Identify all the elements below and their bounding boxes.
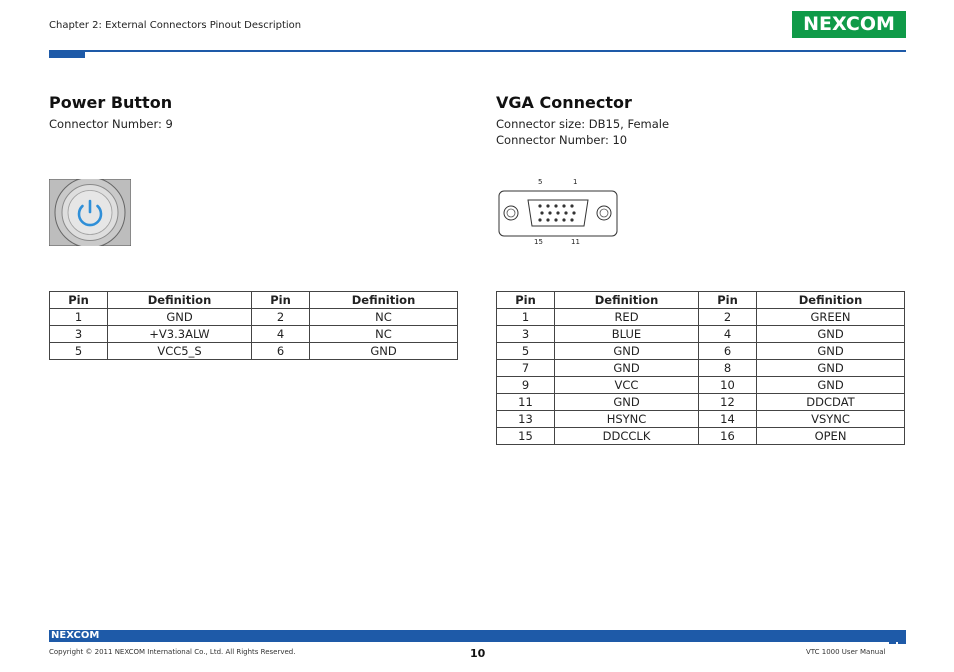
power-icon <box>49 179 131 246</box>
header-definition: Definition <box>310 292 458 309</box>
table-row <box>497 428 905 445</box>
cell: 11 <box>497 394 555 411</box>
cell: +V3.3ALW <box>108 326 252 343</box>
pin-label-5: 5 <box>538 178 543 186</box>
cell: GND <box>310 343 458 360</box>
page-number: 10 <box>470 647 486 660</box>
cell: 14 <box>699 411 757 428</box>
header-rule-accent <box>49 50 85 58</box>
table-row <box>50 326 458 343</box>
cell: OPEN <box>757 428 905 445</box>
cell: 12 <box>699 394 757 411</box>
chapter-title: Chapter 2: External Connectors Pinout Description <box>49 20 302 31</box>
cell: 1 <box>497 309 555 326</box>
cell: 3 <box>50 326 108 343</box>
table-row <box>497 377 905 394</box>
cell: 8 <box>699 360 757 377</box>
table-row <box>497 309 905 326</box>
cell: GND <box>108 309 252 326</box>
copyright-text: Copyright © 2011 NEXCOM International Co., Ltd. All Rights Reserved. <box>49 648 296 656</box>
cell: 3 <box>497 326 555 343</box>
cell: HSYNC <box>555 411 699 428</box>
cell: DDCCLK <box>555 428 699 445</box>
cell: 4 <box>699 326 757 343</box>
pin-label-1: 1 <box>573 178 578 186</box>
table-header-row <box>50 292 458 309</box>
cell: 7 <box>497 360 555 377</box>
vga-connector-diagram <box>496 174 620 248</box>
table-row <box>50 343 458 360</box>
power-connector-number: Connector Number: 9 <box>49 117 173 131</box>
header-pin: Pin <box>252 292 310 309</box>
vga-connector-size: Connector size: DB15, Female <box>496 117 670 131</box>
cell: GND <box>757 360 905 377</box>
cell: 5 <box>497 343 555 360</box>
manual-title: VTC 1000 User Manual <box>806 648 886 656</box>
footer-nexcom-logo: NEXCOM <box>51 630 100 641</box>
header-pin: Pin <box>699 292 757 309</box>
header-rule <box>49 50 906 52</box>
cell: 16 <box>699 428 757 445</box>
vga-connector-heading: VGA Connector <box>496 93 632 112</box>
table-row <box>497 343 905 360</box>
header-definition: Definition <box>108 292 252 309</box>
cell: RED <box>555 309 699 326</box>
cell: 2 <box>252 309 310 326</box>
cell: GND <box>555 360 699 377</box>
table-row <box>497 360 905 377</box>
power-pin-table <box>49 291 458 360</box>
cell: GND <box>757 343 905 360</box>
cell: NC <box>310 309 458 326</box>
header-pin: Pin <box>50 292 108 309</box>
table-row <box>497 326 905 343</box>
cell: DDCDAT <box>757 394 905 411</box>
pin-label-15: 15 <box>534 238 543 246</box>
vga-pin-table <box>496 291 905 445</box>
table-row <box>50 309 458 326</box>
header-definition: Definition <box>757 292 905 309</box>
footer-square-icon <box>898 637 906 644</box>
cell: 10 <box>699 377 757 394</box>
table-row <box>497 411 905 428</box>
cell: 13 <box>497 411 555 428</box>
power-button-image <box>49 179 131 246</box>
cell: 6 <box>252 343 310 360</box>
cell: 6 <box>699 343 757 360</box>
header-definition: Definition <box>555 292 699 309</box>
cell: VSYNC <box>757 411 905 428</box>
cell: 15 <box>497 428 555 445</box>
cell: GND <box>757 377 905 394</box>
table-row <box>497 394 905 411</box>
cell: 5 <box>50 343 108 360</box>
cell: 1 <box>50 309 108 326</box>
cell: VCC5_S <box>108 343 252 360</box>
footer-square-icon <box>889 637 896 644</box>
cell: 2 <box>699 309 757 326</box>
cell: 4 <box>252 326 310 343</box>
cell: BLUE <box>555 326 699 343</box>
vga-connector-number: Connector Number: 10 <box>496 133 628 147</box>
nexcom-logo: NEXCOM <box>792 11 906 38</box>
cell: GND <box>555 394 699 411</box>
power-button-heading: Power Button <box>49 93 173 112</box>
cell: VCC <box>555 377 699 394</box>
pin-label-11: 11 <box>571 238 580 246</box>
cell: GND <box>757 326 905 343</box>
table-header-row <box>497 292 905 309</box>
header-pin: Pin <box>497 292 555 309</box>
cell: NC <box>310 326 458 343</box>
cell: GND <box>555 343 699 360</box>
footer-bar <box>49 630 906 642</box>
cell: 9 <box>497 377 555 394</box>
footer-square-icon <box>889 630 896 636</box>
cell: GREEN <box>757 309 905 326</box>
